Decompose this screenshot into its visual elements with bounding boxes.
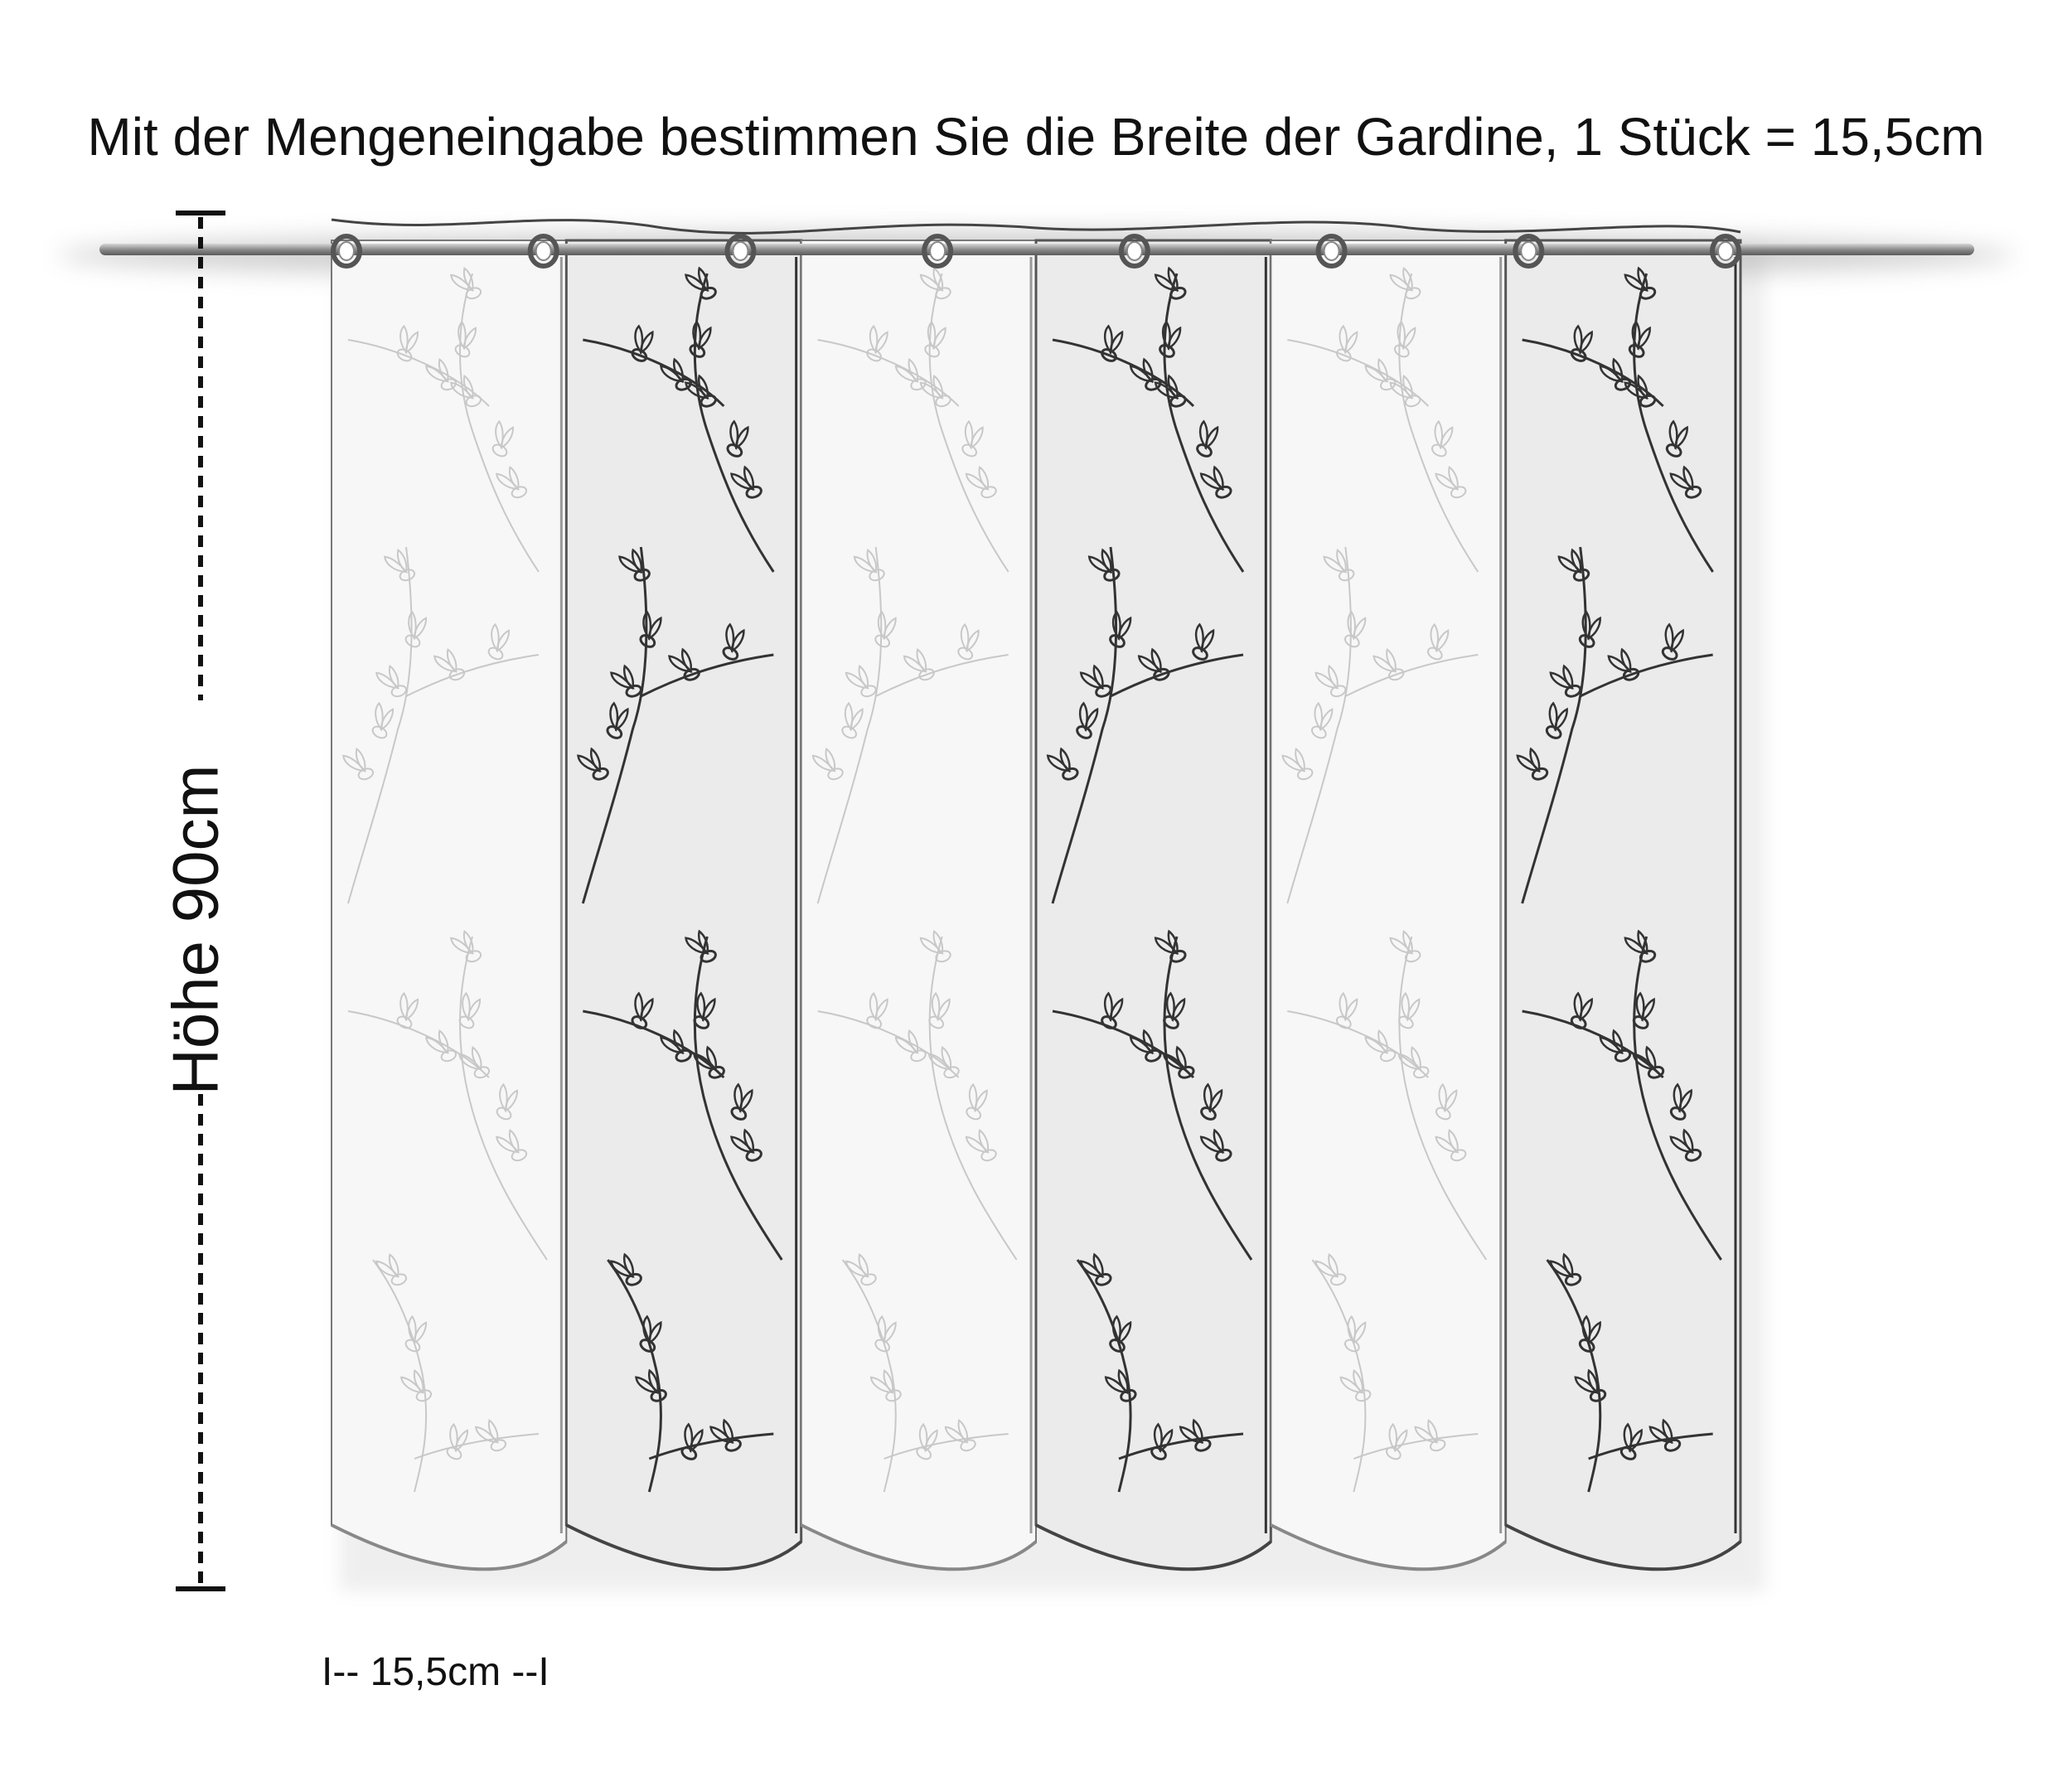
curtain-panel [332, 240, 566, 1569]
width-label: I-- 15,5cm --I [322, 1650, 549, 1694]
curtain-panels [332, 220, 1740, 1569]
panel-fabric [1506, 240, 1740, 1569]
panel-fabric [1271, 240, 1505, 1569]
quantity-info-headline: Mit der Mengeneingabe bestimmen Sie die Breite der Gardine, 1 Stück = 15,5cm [87, 107, 1985, 167]
curtain-panel [1036, 240, 1271, 1569]
panel-fabric [332, 240, 566, 1569]
panel-fabric [801, 240, 1036, 1569]
curtain-panel [1506, 240, 1740, 1569]
height-label: Höhe 90cm [158, 764, 232, 1096]
curtain-panel [801, 240, 1036, 1569]
curtain-panel [566, 240, 801, 1569]
panel-fabric [1036, 240, 1271, 1569]
curtain-rod [99, 244, 1974, 255]
curtain-panel [1271, 240, 1505, 1569]
panel-fabric [566, 240, 801, 1569]
